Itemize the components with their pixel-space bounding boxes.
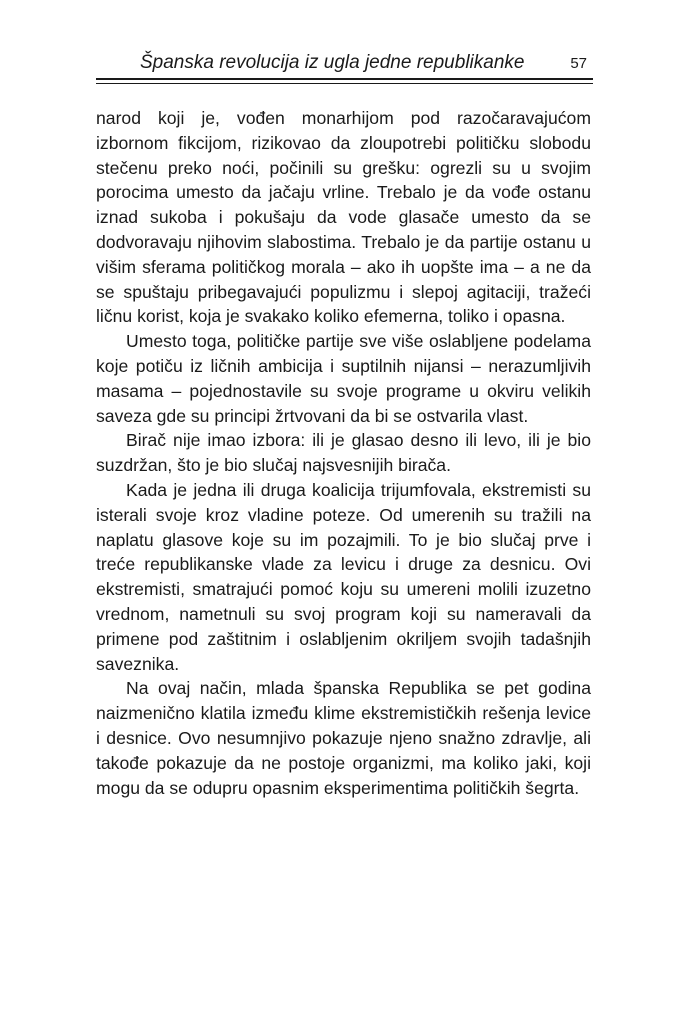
paragraph-3: Birač nije imao izbora: ili je glasao desno ili levo, ili je bio suzdržan, što je bio slučaj najsvesnijih birača. <box>96 430 591 476</box>
body-text <box>96 106 591 800</box>
header-rule-thick <box>96 78 593 80</box>
page-number: 57 <box>570 55 587 72</box>
paragraph-5: Na ovaj način, mlada španska Republika se pet godina naizmenično klatila između klime ekstremističkih rešenja levice i desnice. Ovo nesumnjivo pokazuje njeno snažno zdravlje, ali takođe pokazuje da ne postoje organizmi, ma koliko jaki, koji mogu da se odupru opasnim eksperimentima političkih šegrta. <box>96 678 591 798</box>
running-title: Španska revolucija iz ugla jedne republikanke <box>140 52 525 73</box>
header-rule-thin <box>96 83 593 84</box>
paragraph-4: Kada je jedna ili druga koalicija trijumfovala, ekstremisti su isterali svoje kroz vladine poteze. Od umerenih su tražili na naplatu glasove koje su im pozajmili. To je bio slučaj prve i treće republikanske vlade za levicu i druge za desnicu. Ovi ekstremisti, smatrajući pomoć koju su umereni molili izuzetno vrednom, nametnuli su svoj program koji su nameravali da primene pod zaštitnim i oslabljenim okriljem svojih tadašnjih saveznika. <box>96 479 591 674</box>
paragraph-1: narod koji je, vođen monarhijom pod razočaravajućom izbornom fikcijom, rizikovao da zloupotrebi političku slobodu stečenu preko noći, počinili su grešku: ogrezli su u svojim porocima umesto da jačaju vrline. Trebalo je da vođe ostanu iznad sukoba i pokušaju da vode glasače umesto da se dodvoravaju njihovim slabostima. Trebalo je da partije ostanu u višim sferama političkog morala – ako ih uopšte ima – a ne da se spuštaju pribegavajući populizmu i slepoj agitaciji, tražeći ličnu korist, koja je svakako koliko efemerna, toliko i opasna. <box>96 108 591 327</box>
paragraph-2: Umesto toga, političke partije sve više oslabljene podelama koje potiču iz ličnih ambicija i suptilnih nijansi – nerazumljivih masama – pojednostavile su svoje programe u okviru velikih saveza gde su principi žrtvovani da bi se ostvarila vlast. <box>96 331 591 426</box>
